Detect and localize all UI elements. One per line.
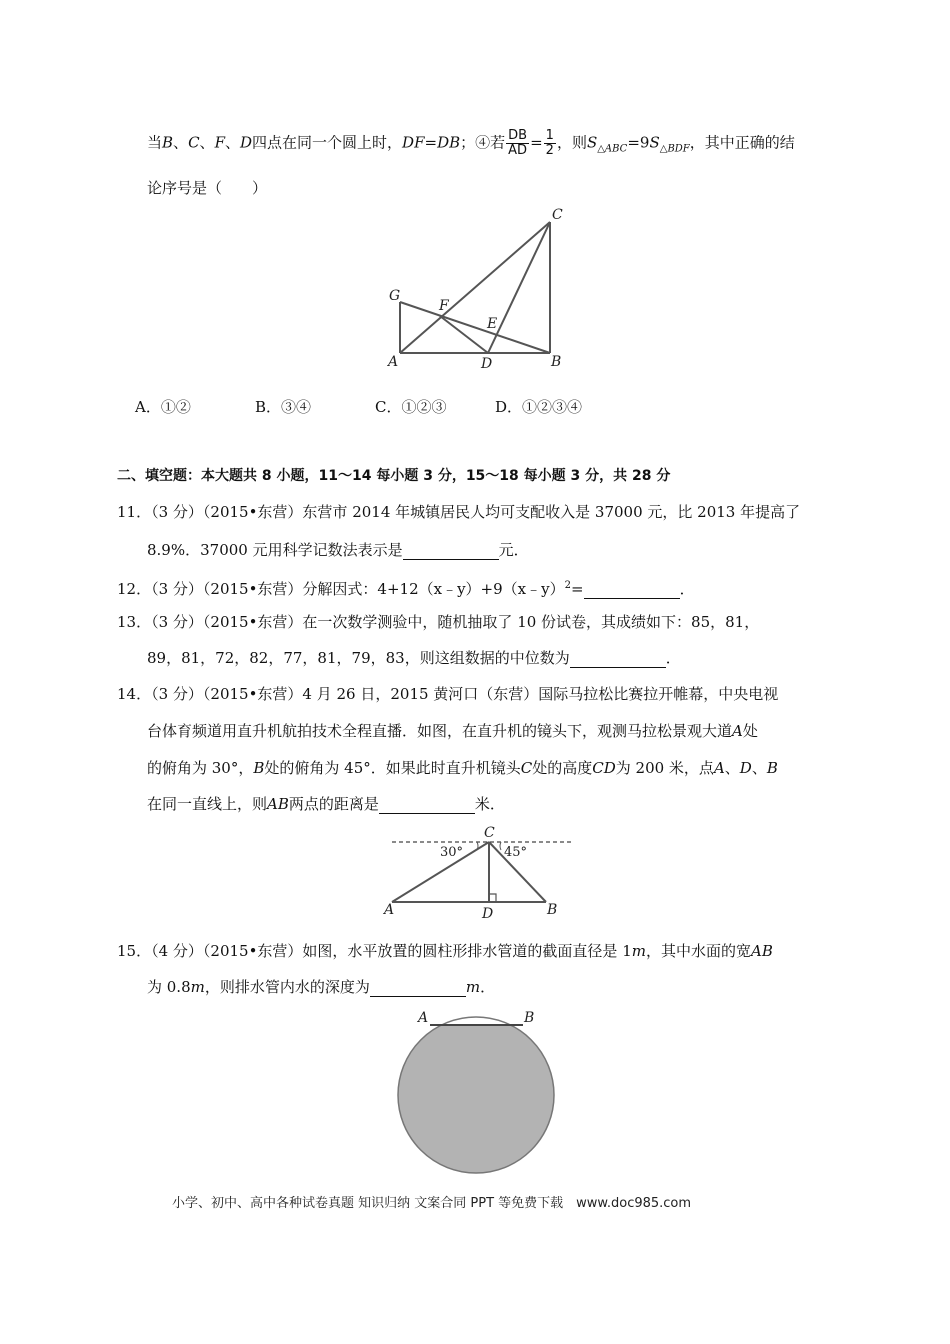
label-d: D	[482, 906, 494, 922]
fraction-db-ad: $\frac{DB}{AD}$	[508, 128, 528, 158]
label-a: A	[418, 1010, 429, 1026]
q10-figure	[380, 200, 580, 380]
answer-blank[interactable]	[584, 580, 680, 599]
answer-blank[interactable]	[570, 649, 666, 668]
angle-45: 45°	[504, 845, 528, 860]
q10-option-b: B．③④	[255, 398, 312, 416]
label-f: F	[439, 298, 449, 314]
q10-option-a: A．①②	[135, 398, 191, 416]
label-b: B	[551, 354, 562, 370]
q11-line2: 8.9%．37000 元用科学记数法表示是 元．	[147, 541, 529, 559]
q15-line1: 15．（4 分）（2015•东营）如图，水平放置的圆柱形排水管道的截面直径是 1m，其中水面的宽AB	[117, 942, 773, 960]
label-a: A	[388, 354, 399, 370]
label-b: B	[547, 902, 558, 918]
label-c: C	[552, 207, 563, 223]
q14-figure	[380, 822, 580, 922]
q14-line2: 台体育频道用直升机航拍技术全程直播．如图，在直升机的镜头下，观测马拉松景观大道A处	[147, 722, 758, 740]
answer-blank[interactable]	[403, 541, 499, 560]
q11-line1: 11．（3 分）（2015•东营）东营市 2014 年城镇居民人均可支配收入是 37000 元，比 2013 年提高了	[117, 503, 801, 521]
q10-option-c: C．①②③	[375, 398, 447, 416]
q10-line2: 论序号是（ ）	[147, 179, 268, 197]
answer-blank[interactable]	[379, 795, 475, 814]
angle-30: 30°	[440, 845, 464, 860]
fraction-one-half: $\frac{1}{2}$	[545, 128, 554, 158]
label-d: D	[481, 356, 493, 372]
q13-line1: 13．（3 分）（2015•东营）在一次数学测验中，随机抽取了 10 份试卷，其成绩如下：85，81，	[117, 613, 760, 631]
q14-line4: 在同一直线上，则AB两点的距离是 米．	[147, 795, 505, 813]
section-heading: 二、填空题：本大题共 8 小题，11～14 每小题 3 分，15～18 每小题 3 分，共 28 分	[117, 468, 671, 484]
label-e: E	[487, 316, 498, 332]
label-a: A	[384, 902, 395, 918]
label-c: C	[484, 825, 495, 841]
q15-figure	[390, 1005, 570, 1175]
label-g: G	[389, 288, 401, 304]
answer-blank[interactable]	[370, 978, 466, 997]
q14-line1: 14．（3 分）（2015•东营）4 月 26 日，2015 黄河口（东营）国际马拉松比赛拉开帷幕，中央电视	[117, 685, 779, 703]
q10-line1: 当B、C、F、D四点在同一个圆上时，DF=DB；④若 $\frac{DB}{AD}$ = $\frac{1}{2}$ ，则$S_{\triangle ABC}=9S_{\triangle BDF}$，其中正确的结	[147, 128, 795, 158]
q15-line2: 为 0.8m，则排水管内水的深度为 m．	[147, 978, 496, 996]
q10-option-d: D．①②③④	[495, 398, 583, 416]
q12-line1: 12．（3 分）（2015•东营）分解因式：4+12（x﹣y）+9（x﹣y）$^2$= ．	[117, 580, 695, 598]
q13-line2: 89，81，72，82，77，81，79，83，则这组数据的中位数为 ．	[147, 649, 681, 667]
q14-line3: 的俯角为 30°，B处的俯角为 45°．如果此时直升机镜头C处的高度CD为 200 米，点A、D、B	[147, 759, 778, 777]
page-footer: 小学、初中、高中各种试卷真题 知识归纳 文案合同 PPT 等免费下载 www.doc985.com	[172, 1196, 692, 1211]
label-b: B	[524, 1010, 535, 1026]
